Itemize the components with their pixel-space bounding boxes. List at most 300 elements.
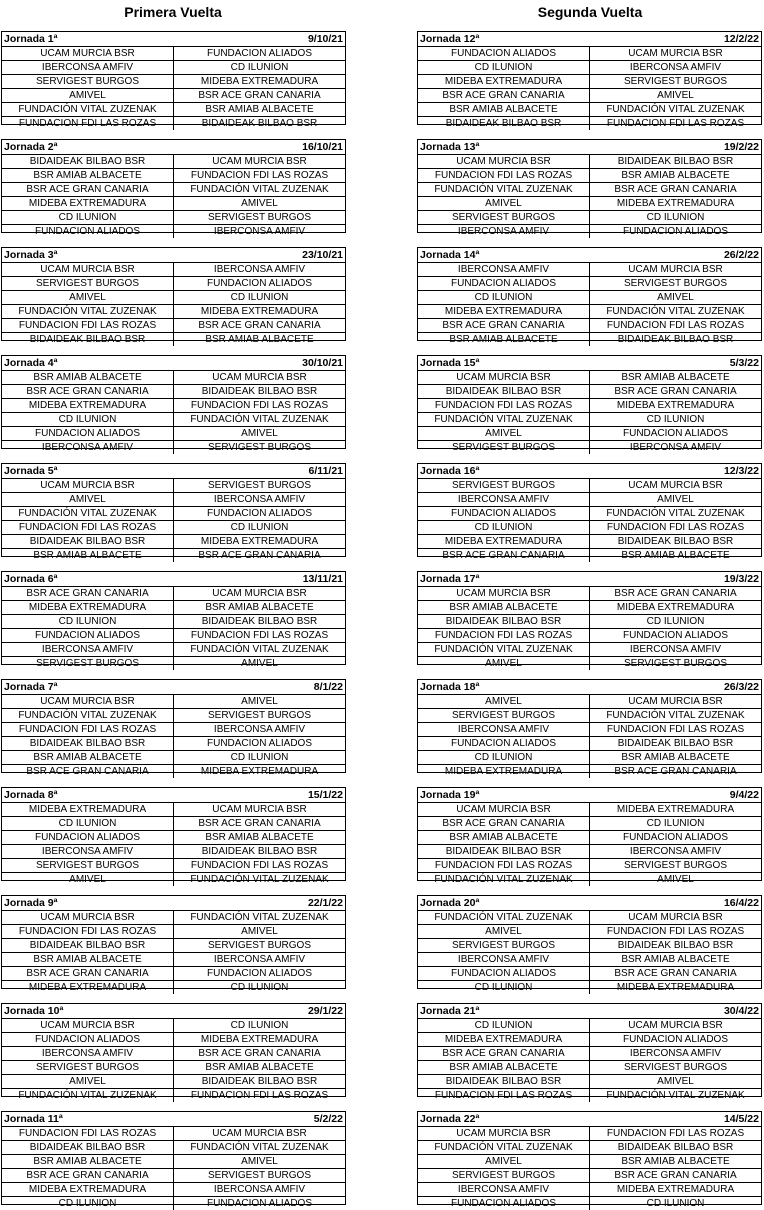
home-team: UCAM MURCIA BSR [418,587,590,600]
away-team: BIDAIDEAK BILBAO BSR [617,156,734,167]
jornada-date: 15/1/22 [307,789,343,801]
away-team: IBERCONSA AMFIV [629,1048,722,1059]
primera-vuelta-title: Primera Vuelta [124,4,222,20]
away-team: MIDEBA EXTREMADURA [200,306,319,317]
jornada-header [418,1112,761,1127]
match-row [2,750,345,764]
match-row [418,412,761,426]
match-row [2,196,345,210]
match-row [418,830,761,844]
away-team: CD ILUNION [230,62,289,73]
match-row [418,858,761,872]
match-row [2,736,345,750]
match-row [418,966,761,980]
jornada-header [418,572,761,587]
home-team: SERVIGEST BURGOS [418,1169,590,1182]
jornada-header [2,248,345,263]
away-team: BSR ACE GRAN CANARIA [198,320,321,331]
match-row [2,642,345,656]
home-team: BSR AMIAB ALBACETE [2,1155,174,1168]
home-team: FUNDACION FDI LAS ROZAS [2,723,174,736]
jornada-date: 12/3/22 [723,465,759,477]
match-row [2,1140,345,1154]
away-team: UCAM MURCIA BSR [628,48,723,59]
jornada-header [2,680,345,695]
away-team: FUNDACION ALIADOS [622,226,729,237]
home-team: SERVIGEST BURGOS [418,479,590,492]
home-team: BIDAIDEAK BILBAO BSR [418,385,590,398]
home-team: BSR ACE GRAN CANARIA [2,587,174,600]
jornada-label: Jornada 17ª [420,573,480,585]
jornada-label: Jornada 1ª [4,33,58,45]
match-row [418,384,761,398]
away-team: SERVIGEST BURGOS [624,76,727,87]
match-row [418,952,761,966]
home-team: BSR ACE GRAN CANARIA [2,1169,174,1182]
match-row [418,506,761,520]
jornada-date: 6/11/21 [308,465,343,477]
home-team: MIDEBA EXTREMADURA [2,981,174,994]
away-team: MIDEBA EXTREMADURA [616,982,735,993]
away-team: BIDAIDEAK BILBAO BSR [201,1076,318,1087]
away-team: FUNDACION ALIADOS [206,1198,313,1209]
home-team: FUNDACION ALIADOS [2,831,174,844]
away-team: FUNDACIÓN VITAL ZUZENAK [190,644,329,655]
match-row [418,642,761,656]
match-row [2,966,345,980]
home-team: BIDAIDEAK BILBAO BSR [418,615,590,628]
away-team: FUNDACIÓN VITAL ZUZENAK [190,184,329,195]
jornada-block [1,139,346,237]
jornada-date: 26/2/22 [723,249,759,261]
match-row [418,263,761,276]
match-row [418,1046,761,1060]
away-team: BIDAIDEAK BILBAO BSR [617,940,734,951]
away-team: BIDAIDEAK BILBAO BSR [617,334,734,345]
away-team: SERVIGEST BURGOS [624,658,727,669]
match-row [2,1154,345,1168]
away-team: AMIVEL [657,494,694,505]
match-row [418,74,761,88]
away-team: BSR AMIAB ALBACETE [205,334,314,345]
home-team: IBERCONSA AMFIV [2,61,174,74]
away-team: UCAM MURCIA BSR [212,804,307,815]
jornada-block [1,31,346,129]
home-team: UCAM MURCIA BSR [2,911,174,924]
jornada-label: Jornada 7ª [4,681,58,693]
match-row [418,1060,761,1074]
home-team: BSR AMIAB ALBACETE [418,601,590,614]
jornada-date: 9/10/21 [307,33,343,45]
home-team: FUNDACIÓN VITAL ZUZENAK [2,305,174,318]
home-team: FUNDACION FDI LAS ROZAS [2,925,174,938]
jornada-label: Jornada 22ª [420,1113,480,1125]
home-team: UCAM MURCIA BSR [418,1127,590,1140]
jornada-label: Jornada 20ª [420,897,480,909]
match-row [418,816,761,830]
away-team: BIDAIDEAK BILBAO BSR [201,118,318,129]
match-row [2,938,345,952]
jornada-date: 8/1/22 [313,681,343,693]
match-row [2,60,345,74]
away-team: BSR AMIAB ALBACETE [621,954,730,965]
match-row [2,102,345,116]
home-team: FUNDACION ALIADOS [418,737,590,750]
home-team: BIDAIDEAK BILBAO BSR [2,1141,174,1154]
home-team: FUNDACION ALIADOS [418,1197,590,1210]
home-team: BSR ACE GRAN CANARIA [2,765,174,778]
match-row [2,1060,345,1074]
jornada-block [1,463,346,561]
away-team: BIDAIDEAK BILBAO BSR [617,536,734,547]
away-team: BIDAIDEAK BILBAO BSR [201,846,318,857]
away-team: FUNDACIÓN VITAL ZUZENAK [190,912,329,923]
match-row [418,1127,761,1140]
match-row [2,600,345,614]
away-team: FUNDACIÓN VITAL ZUZENAK [606,1090,745,1101]
home-team: SERVIGEST BURGOS [2,75,174,88]
away-team: FUNDACION ALIADOS [206,48,313,59]
jornada-label: Jornada 5ª [4,465,58,477]
home-team: CD ILUNION [2,615,174,628]
away-team: FUNDACION FDI LAS ROZAS [606,1128,745,1139]
away-team: CD ILUNION [646,212,705,223]
match-row [418,614,761,628]
jornada-label: Jornada 12ª [420,33,480,45]
away-team: BSR ACE GRAN CANARIA [198,1048,321,1059]
match-row [2,816,345,830]
away-team: BSR AMIAB ALBACETE [621,1156,730,1167]
away-team: CD ILUNION [230,292,289,303]
home-team: BSR ACE GRAN CANARIA [418,89,590,102]
away-team: CD ILUNION [646,414,705,425]
home-team: FUNDACION FDI LAS ROZAS [2,117,174,130]
home-team: UCAM MURCIA BSR [418,155,590,168]
away-team: MIDEBA EXTREMADURA [616,198,735,209]
away-team: BSR ACE GRAN CANARIA [614,588,737,599]
away-team: FUNDACION FDI LAS ROZAS [190,860,329,871]
home-team: CD ILUNION [418,291,590,304]
match-row [418,182,761,196]
home-team: BSR ACE GRAN CANARIA [2,183,174,196]
jornada-label: Jornada 16ª [420,465,480,477]
away-team: FUNDACIÓN VITAL ZUZENAK [606,508,745,519]
away-team: FUNDACION ALIADOS [206,738,313,749]
away-team: MIDEBA EXTREMADURA [616,1184,735,1195]
home-team: BSR ACE GRAN CANARIA [418,817,590,830]
match-row [2,412,345,426]
match-row [2,47,345,60]
match-row [418,520,761,534]
away-team: MIDEBA EXTREMADURA [616,602,735,613]
jornada-block [417,355,762,453]
home-team: MIDEBA EXTREMADURA [418,765,590,778]
away-team: IBERCONSA AMFIV [213,264,306,275]
away-team: FUNDACION ALIADOS [206,278,313,289]
home-team: FUNDACION ALIADOS [418,47,590,60]
away-team: AMIVEL [241,926,278,937]
match-row [2,656,345,670]
match-row [2,182,345,196]
away-team: UCAM MURCIA BSR [628,1020,723,1031]
away-team: AMIVEL [657,874,694,885]
home-team: FUNDACIÓN VITAL ZUZENAK [2,1089,174,1102]
away-team: UCAM MURCIA BSR [212,1128,307,1139]
match-row [2,1182,345,1196]
jornada-header [418,356,761,371]
home-team: UCAM MURCIA BSR [2,1019,174,1032]
away-team: SERVIGEST BURGOS [208,442,311,453]
home-team: AMIVEL [418,657,590,670]
match-row [418,911,761,924]
away-team: IBERCONSA AMFIV [213,954,306,965]
home-team: BSR AMIAB ALBACETE [2,953,174,966]
home-team: CD ILUNION [2,211,174,224]
jornada-label: Jornada 15ª [420,357,480,369]
away-team: MIDEBA EXTREMADURA [616,400,735,411]
match-row [2,426,345,440]
home-team: FUNDACION FDI LAS ROZAS [418,859,590,872]
match-row [418,736,761,750]
match-row [2,168,345,182]
away-team: UCAM MURCIA BSR [628,480,723,491]
away-team: IBERCONSA AMFIV [629,846,722,857]
jornada-date: 5/2/22 [313,1113,343,1125]
match-row [418,47,761,60]
match-row [418,116,761,130]
home-team: FUNDACION ALIADOS [418,277,590,290]
jornada-block [1,787,346,885]
jornada-block [417,679,762,777]
match-row [2,695,345,708]
match-row [418,1019,761,1032]
away-team: BSR AMIAB ALBACETE [205,832,314,843]
jornada-date: 16/10/21 [302,141,343,153]
away-team: IBERCONSA AMFIV [213,494,306,505]
away-team: SERVIGEST BURGOS [208,940,311,951]
jornada-date: 13/11/21 [302,573,343,585]
jornada-date: 9/4/22 [729,789,759,801]
jornada-header [2,896,345,911]
match-row [2,440,345,454]
away-team: SERVIGEST BURGOS [624,278,727,289]
home-team: AMIVEL [418,1155,590,1168]
away-team: AMIVEL [241,428,278,439]
match-row [2,506,345,520]
home-team: BIDAIDEAK BILBAO BSR [2,737,174,750]
jornada-block [417,895,762,993]
match-row [2,74,345,88]
away-team: BSR AMIAB ALBACETE [621,550,730,561]
home-team: UCAM MURCIA BSR [418,803,590,816]
away-team: BSR AMIAB ALBACETE [205,1062,314,1073]
match-row [2,290,345,304]
match-row [2,1168,345,1182]
jornada-label: Jornada 19ª [420,789,480,801]
away-team: BSR ACE GRAN CANARIA [614,386,737,397]
segunda-vuelta-title: Segunda Vuelta [537,4,643,20]
match-row [418,1088,761,1102]
match-row [2,1074,345,1088]
jornada-label: Jornada 3ª [4,249,58,261]
away-team: CD ILUNION [646,616,705,627]
home-team: MIDEBA EXTREMADURA [418,535,590,548]
home-team: UCAM MURCIA BSR [2,479,174,492]
home-team: IBERCONSA AMFIV [2,1047,174,1060]
match-row [418,155,761,168]
home-team: IBERCONSA AMFIV [418,493,590,506]
jornada-label: Jornada 4ª [4,357,58,369]
match-row [418,168,761,182]
away-team: BSR AMIAB ALBACETE [621,752,730,763]
away-team: FUNDACIÓN VITAL ZUZENAK [190,414,329,425]
away-team: BIDAIDEAK BILBAO BSR [617,738,734,749]
home-team: BSR AMIAB ALBACETE [2,371,174,384]
home-team: BSR ACE GRAN CANARIA [418,319,590,332]
home-team: FUNDACION FDI LAS ROZAS [418,169,590,182]
jornada-date: 22/1/22 [307,897,343,909]
home-team: FUNDACIÓN VITAL ZUZENAK [2,103,174,116]
match-row [418,600,761,614]
match-row [418,587,761,600]
jornada-label: Jornada 11ª [4,1113,63,1125]
home-team: FUNDACION ALIADOS [418,967,590,980]
jornada-block [1,1003,346,1101]
match-row [418,492,761,506]
home-team: BSR AMIAB ALBACETE [418,103,590,116]
jornada-block [417,1003,762,1101]
home-team: FUNDACION FDI LAS ROZAS [2,1127,174,1140]
match-row [2,318,345,332]
home-team: BSR ACE GRAN CANARIA [2,385,174,398]
match-row [2,155,345,168]
away-team: AMIVEL [241,1156,278,1167]
match-row [2,980,345,994]
match-row [2,224,345,238]
match-row [418,88,761,102]
match-row [418,196,761,210]
match-row [418,628,761,642]
match-row [2,479,345,492]
match-row [418,1140,761,1154]
match-row [418,1182,761,1196]
jornada-header [2,140,345,155]
home-team: BIDAIDEAK BILBAO BSR [418,117,590,130]
home-team: IBERCONSA AMFIV [2,441,174,454]
away-team: FUNDACION ALIADOS [622,832,729,843]
jornada-header [2,32,345,47]
away-team: CD ILUNION [230,752,289,763]
home-team: SERVIGEST BURGOS [418,441,590,454]
jornada-label: Jornada 21ª [420,1005,480,1017]
match-row [418,695,761,708]
match-row [2,844,345,858]
away-team: UCAM MURCIA BSR [212,372,307,383]
away-team: AMIVEL [241,198,278,209]
home-team: MIDEBA EXTREMADURA [2,601,174,614]
jornada-block [417,247,762,345]
home-team: AMIVEL [418,197,590,210]
match-row [2,1019,345,1032]
match-row [418,872,761,886]
home-team: CD ILUNION [418,521,590,534]
match-row [418,764,761,778]
away-team: CD ILUNION [230,522,289,533]
match-row [2,548,345,562]
jornada-header [418,896,761,911]
match-row [418,304,761,318]
jornada-header [418,464,761,479]
match-row [2,520,345,534]
away-team: SERVIGEST BURGOS [624,860,727,871]
jornada-date: 16/4/22 [723,897,759,909]
away-team: FUNDACION FDI LAS ROZAS [190,1090,329,1101]
match-row [418,318,761,332]
match-row [418,332,761,346]
away-team: MIDEBA EXTREMADURA [200,1034,319,1045]
jornada-block [417,1111,762,1209]
away-team: FUNDACION FDI LAS ROZAS [606,926,745,937]
match-row [418,398,761,412]
home-team: CD ILUNION [418,981,590,994]
away-team: BSR ACE GRAN CANARIA [198,818,321,829]
away-team: FUNDACION ALIADOS [622,1034,729,1045]
match-row [418,479,761,492]
match-row [2,764,345,778]
jornada-block [1,355,346,453]
home-team: BIDAIDEAK BILBAO BSR [2,939,174,952]
match-row [418,750,761,764]
match-row [2,628,345,642]
match-row [418,548,761,562]
away-team: IBERCONSA AMFIV [629,62,722,73]
away-team: IBERCONSA AMFIV [629,644,722,655]
away-team: AMIVEL [657,1076,694,1087]
jornada-label: Jornada 8ª [4,789,58,801]
jornada-header [418,140,761,155]
jornada-label: Jornada 13ª [420,141,480,153]
home-team: SERVIGEST BURGOS [418,211,590,224]
home-team: MIDEBA EXTREMADURA [2,803,174,816]
away-team: FUNDACION FDI LAS ROZAS [190,170,329,181]
jornada-date: 5/3/22 [729,357,759,369]
match-row [2,263,345,276]
away-team: AMIVEL [241,658,278,669]
match-row [2,332,345,346]
home-team: SERVIGEST BURGOS [2,277,174,290]
jornada-header [2,1112,345,1127]
away-team: SERVIGEST BURGOS [208,710,311,721]
match-row [418,844,761,858]
home-team: CD ILUNION [2,413,174,426]
jornada-block [417,571,762,669]
away-team: UCAM MURCIA BSR [628,912,723,923]
home-team: AMIVEL [2,89,174,102]
away-team: CD ILUNION [646,818,705,829]
match-row [418,102,761,116]
match-row [2,803,345,816]
home-team: FUNDACION FDI LAS ROZAS [418,1089,590,1102]
away-team: IBERCONSA AMFIV [629,442,722,453]
match-row [418,371,761,384]
away-team: SERVIGEST BURGOS [208,1170,311,1181]
away-team: BIDAIDEAK BILBAO BSR [201,616,318,627]
home-team: MIDEBA EXTREMADURA [2,399,174,412]
home-team: AMIVEL [418,427,590,440]
match-row [2,924,345,938]
match-row [418,440,761,454]
home-team: SERVIGEST BURGOS [418,709,590,722]
